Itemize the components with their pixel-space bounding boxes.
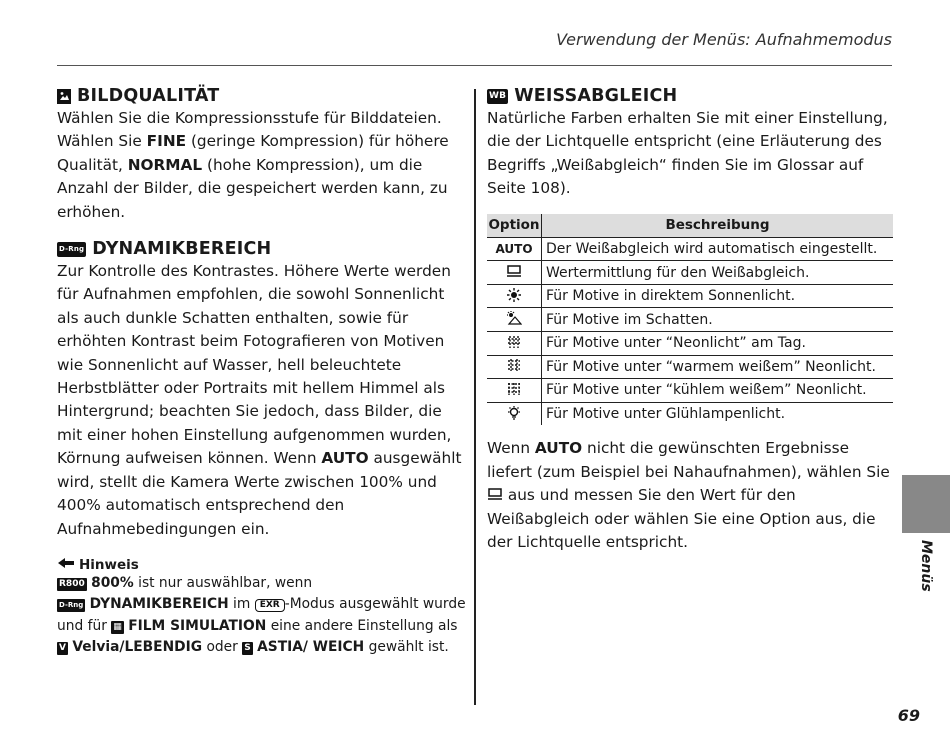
custom-wb-icon — [487, 486, 503, 504]
fluorescent-daylight-icon — [506, 339, 522, 353]
table-row — [487, 237, 893, 261]
section-heading-weissabgleich — [487, 85, 893, 107]
table-row — [487, 355, 893, 379]
section-title: WEISSABGLEICH — [514, 86, 678, 106]
film-simulation-icon: ▦ — [113, 621, 122, 632]
option-description: Der Weißabgleich wird automatisch eingestellt. — [542, 237, 894, 261]
custom-wb-icon — [506, 267, 522, 281]
incandescent-icon — [506, 410, 522, 424]
section-text: Wählen Sie die Kompressionsstufe für Bilddateien. Wählen Sie FINE (geringe Kompression) für höhere Qualität, NORMAL (hohe Kompression), um die Anzahl der Bilder, die gespeichert werden kann, zu erhöhen. — [57, 109, 449, 221]
option-description: Wertermittlung für den Weißabgleich. — [542, 261, 894, 285]
right-column — [487, 85, 893, 554]
fluorescent-cool-icon — [506, 386, 522, 400]
table-row — [487, 332, 893, 356]
option-description: Für Motive unter Glühlampenlicht. — [542, 402, 894, 425]
astia-icon: S — [244, 643, 251, 654]
page-number: 69 — [897, 706, 920, 725]
exr-mode-icon: EXR — [255, 599, 285, 612]
section-text: Zur Kontrolle des Kontrastes. Höhere Werte werden für Aufnahmen empfohlen, die sowohl Sonnenlicht als auch dunkle Schatten enthalten, sowie für erhöhten Kontrast beim Fotografieren von Motiven wie Sonnenlicht auf Wasser, hell beleuchtete Herbstblätter oder Portraits mit hellem Himmel als Hintergrund; beachten Sie jedoch, dass Bilder, die mit einer hohen Einstellung aufgenommen wurden, Körnung aufweisen können. Wenn AUTO ausgewählt wird, stellt die Kamera Werte zwischen 100% und 400% automatisch entsprechend den Aufnahmebedingungen ein. — [57, 262, 462, 538]
white-balance-table — [487, 214, 893, 426]
chapter-label: Menüs — [918, 540, 934, 592]
option-description: Für Motive unter “Neonlicht” am Tag. — [542, 332, 894, 356]
section-heading-dynamikbereich — [57, 238, 467, 260]
section-title: DYNAMIKBEREICH — [92, 239, 272, 260]
iso-800-icon: R800 — [59, 578, 85, 589]
option-description: Für Motive im Schatten. — [542, 308, 894, 332]
section-text: Natürliche Farben erhalten Sie mit einer Einstellung, die der Lichtquelle entspricht (eine Erläuterung des Begriffs „Weißabgleich“ finden Sie im Glossar auf Seite 108). — [487, 109, 888, 198]
section-title: BILDQUALITÄT — [77, 86, 220, 106]
dynamic-range-icon: D-Rng — [57, 599, 85, 612]
pointing-hand-icon — [57, 557, 75, 573]
note-title: Hinweis — [79, 556, 139, 573]
table-header-description: Beschreibung — [542, 214, 894, 238]
note-text: R800 800% ist nur auswählbar, wenn D-Rng DYNAMIKBEREICH im EXR -Modus ausgewählt wurde und für ▦ FILM SIMULATION eine andere Einstellung als V Velvia/LEBENDIG oder S ASTIA/ WEICH gewählt ist. — [57, 574, 466, 656]
table-row — [487, 284, 893, 308]
auto-option: AUTO — [487, 237, 542, 261]
table-header-option: Option — [487, 214, 542, 238]
chapter-tab — [902, 475, 950, 533]
running-header: Verwendung der Menüs: Aufnahmemodus — [556, 30, 892, 49]
white-balance-icon: WB — [487, 89, 508, 104]
table-row — [487, 261, 893, 285]
fluorescent-warm-icon — [506, 362, 522, 376]
sun-icon — [506, 292, 522, 306]
left-column — [57, 85, 467, 659]
dynamic-range-icon: D-Rng — [57, 242, 86, 257]
velvia-icon: V — [59, 643, 66, 654]
shade-icon — [506, 315, 522, 329]
table-row — [487, 308, 893, 332]
option-description: Für Motive unter “kühlem weißem” Neonlicht. — [542, 379, 894, 403]
table-row — [487, 402, 893, 425]
note-heading — [57, 557, 467, 573]
column-divider — [474, 89, 476, 705]
section-text: Wenn AUTO nicht die gewünschten Ergebnisse liefert (zum Beispiel bei Nahaufnahmen), wählen Sie aus und messen Sie den Wert für den Weißabgleich oder wählen Sie eine Option aus, die der Lichtquelle entspricht. — [487, 439, 890, 551]
option-description: Für Motive unter “warmem weißem” Neonlicht. — [542, 355, 894, 379]
table-row — [487, 379, 893, 403]
option-description: Für Motive in direktem Sonnenlicht. — [542, 284, 894, 308]
header-rule — [57, 65, 892, 66]
section-heading-bildqualitaet — [57, 85, 467, 107]
image-quality-icon — [57, 89, 71, 104]
